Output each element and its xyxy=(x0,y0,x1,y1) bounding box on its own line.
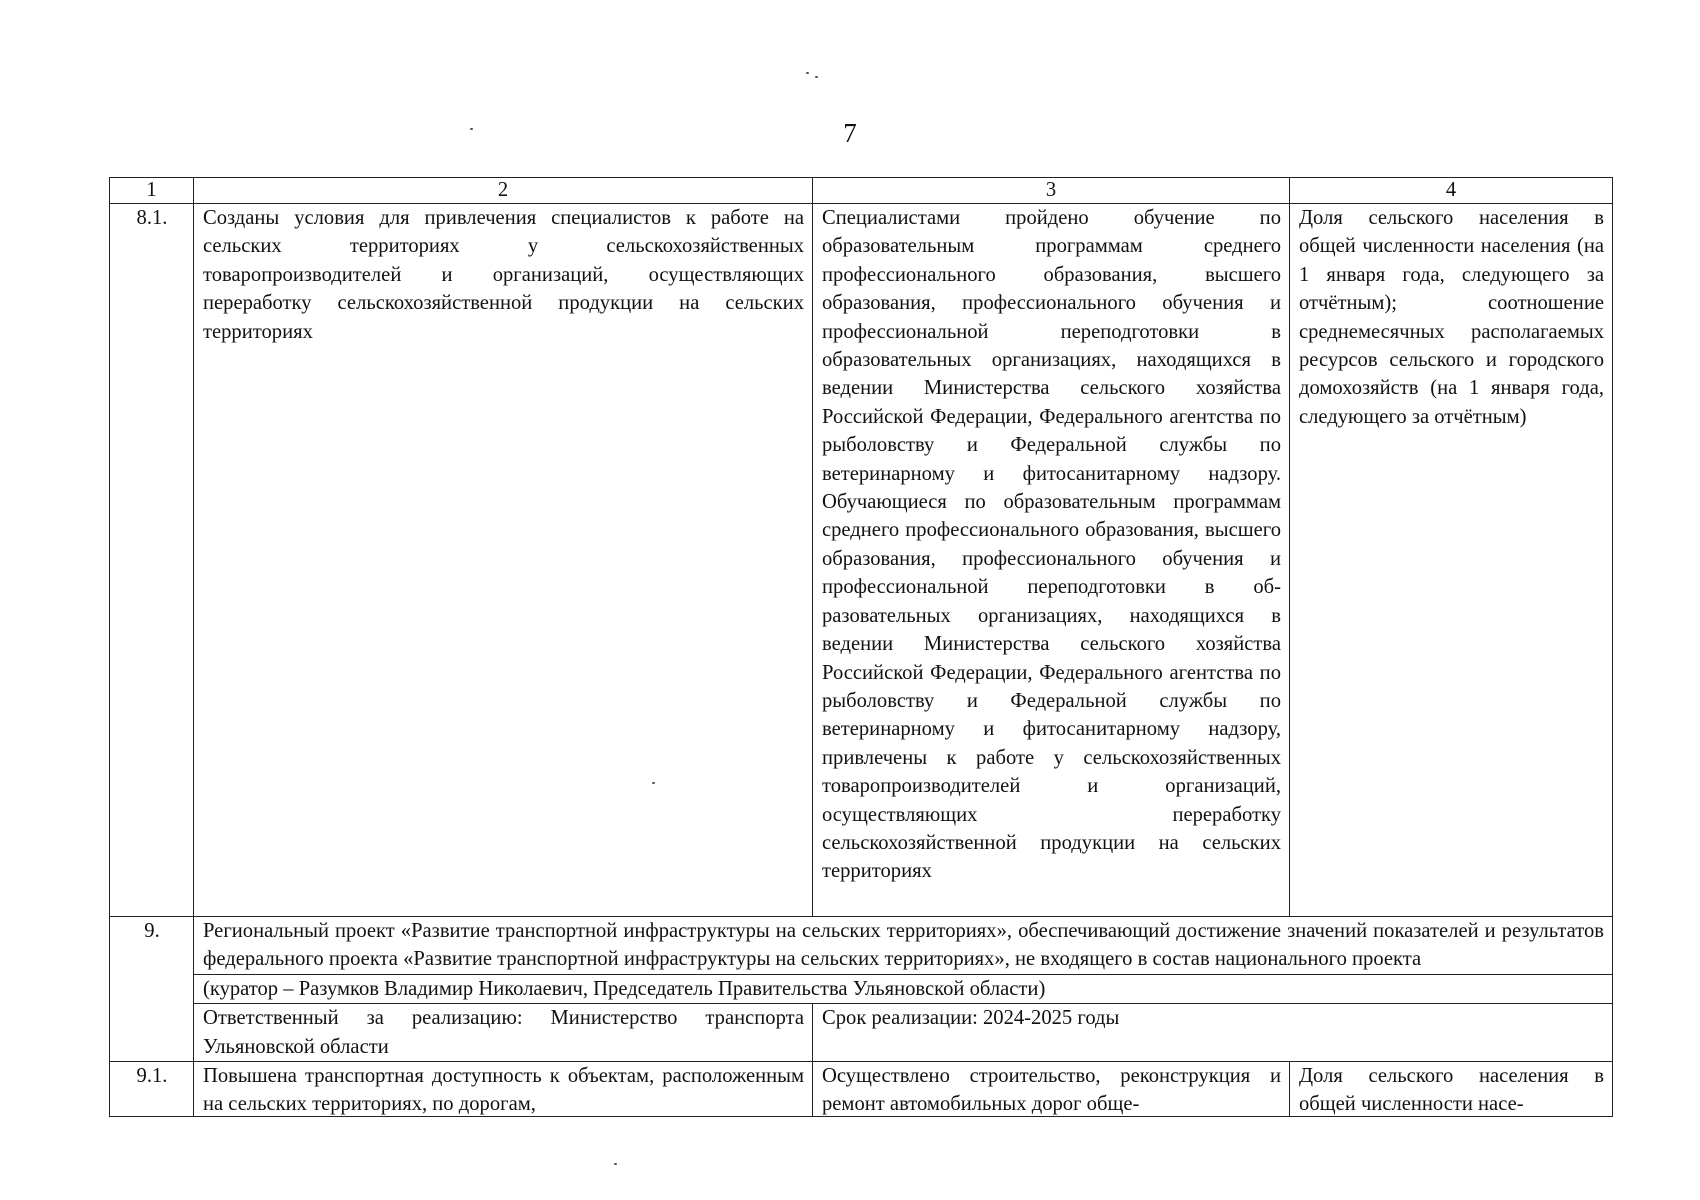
project-curator: (куратор – Разумков Владимир Николаевич, Председатель Правительства Ульяновской области) xyxy=(194,974,1613,1003)
page-number: 7 xyxy=(843,118,857,148)
indicator-list: Доля сельского населения в общей численности насе- xyxy=(1299,1065,1604,1116)
table-row xyxy=(110,1062,1613,1117)
row-number: 9. xyxy=(110,917,194,1062)
scan-speck xyxy=(815,76,818,78)
row-number: 8.1. xyxy=(110,204,194,917)
indicator-list: Доля сельского населения в общей численности населения (на 1 января года, следующего за отчётным); соотношение среднемесячных располагаемых ресурсов сельского и городского домохозяйств (на 1 января года, следующего за отчётным) xyxy=(1290,204,1613,917)
scan-speck xyxy=(806,72,809,74)
indicator-list-cell xyxy=(1290,1062,1613,1117)
responsible-executor: Ответственный за реализацию: Министерство транспорта Ульяновской области xyxy=(194,1004,813,1062)
table-row xyxy=(110,204,1613,917)
table-row xyxy=(110,1004,1613,1062)
header-col-2: 2 xyxy=(194,178,813,204)
result-description-cell xyxy=(194,1062,813,1117)
header-col-4: 4 xyxy=(1290,178,1613,204)
regional-project-title: Региональный проект «Развитие транспортной инфраструктуры на сельских территориях», обеспечивающий достижение значений показателей и результатов федерального проекта «Развитие транспортной инфраструктуры на сельских территориях», не входящего в состав национального проекта xyxy=(194,917,1613,975)
result-description: Созданы условия для привлечения специалистов к работе на сельских территориях у сельскохозяйственных товаропроизводителей и организаций, осуществляющих переработку сельскохозяйственной продукции на сельских территориях xyxy=(194,204,813,917)
result-characteristic-cell xyxy=(813,1062,1290,1117)
table-row xyxy=(110,917,1613,975)
document-table xyxy=(109,177,1613,1117)
result-description: Повышена транспортная доступность к объектам, расположенным на сельских территориях, по дорогам, xyxy=(203,1065,804,1116)
row-number: 9.1. xyxy=(110,1062,194,1117)
table-row xyxy=(110,974,1613,1003)
table-header-row xyxy=(110,178,1613,204)
header-col-3: 3 xyxy=(813,178,1290,204)
header-col-1: 1 xyxy=(110,178,194,204)
result-characteristic: Осуществлено строительство, реконструкция и ремонт автомобильных дорог обще- xyxy=(822,1065,1281,1116)
scan-speck xyxy=(470,128,473,130)
implementation-term: Срок реализации: 2024-2025 годы xyxy=(813,1004,1613,1062)
result-characteristic: Специалистами пройдено обучение по образовательным программам среднего профессионального образования, высшего образования, профессионального обучения и профессиональной переподготовки в образовательных организациях, находящихся в ведении Министерства сельского хозяйства Российской Федерации, Федерального агентства по рыболовству и Федеральной службы по ветеринарному и фитосанитарному надзору. Обучающиеся по образовательным программам среднего профессионального образования, высшего образования, профессионального обучения и профессиональной переподготовки в образовательных организациях, находящихся в ведении Министерства сельского хозяйства Российской Федерации, Федерального агентства по рыболовству и Федеральной службы по ветеринарному и фитосанитарному надзору, привлечены к работе у сельскохозяйственных товаропроизводителей и организаций, осуществляющих переработку сельскохозяйственной продукции на сельских территориях xyxy=(813,204,1290,917)
scan-speck xyxy=(614,1163,617,1165)
